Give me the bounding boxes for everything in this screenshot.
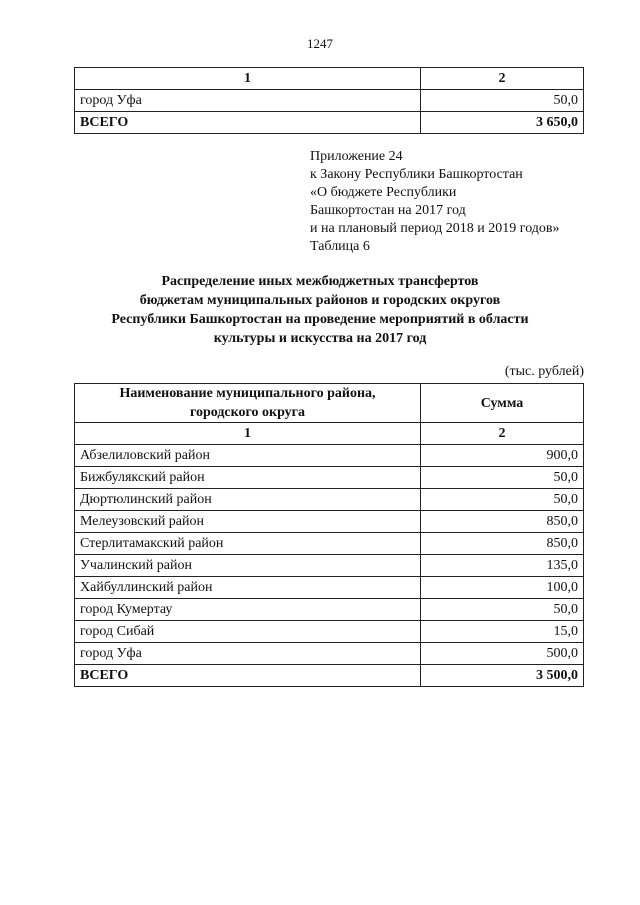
column-number-2: 2 [421,423,584,445]
column-number-row [75,68,584,90]
row-name: Мелеузовский район [75,511,421,533]
total-label: ВСЕГО [75,665,421,687]
row-sum: 50,0 [421,90,584,112]
table-row [75,643,584,665]
continued-table [74,67,584,134]
title-line: Республики Башкортостан на проведение мероприятий в области [111,312,529,327]
table-row [75,577,584,599]
row-sum: 850,0 [421,511,584,533]
header-name-line: городского округа [189,405,306,420]
table-row [75,555,584,577]
page-number: 1247 [307,36,333,51]
row-sum: 50,0 [421,467,584,489]
table-row [75,511,584,533]
appendix-line: к Закону Республики Башкортостан [310,167,523,182]
transfers-table [74,383,584,687]
title-line: бюджетам муниципальных районов и городских округов [139,293,501,308]
document-title [0,272,640,348]
appendix-header [310,148,560,256]
table-header-row [75,384,584,423]
row-name: Хайбуллинский район [75,577,421,599]
row-name: Дюртюлинский район [75,489,421,511]
column-number-1: 1 [75,68,421,90]
header-name [75,384,421,423]
appendix-line: и на плановый период 2018 и 2019 годов» [310,221,560,236]
row-name: Стерлитамакский район [75,533,421,555]
row-sum: 100,0 [421,577,584,599]
total-row [75,112,584,134]
header-sum: Сумма [421,384,584,423]
row-name: город Уфа [75,90,421,112]
appendix-line: «О бюджете Республики [310,185,457,200]
row-sum: 500,0 [421,643,584,665]
appendix-line: Приложение 24 [310,149,403,164]
total-sum: 3 650,0 [421,112,584,134]
table-row [75,467,584,489]
row-name: город Уфа [75,643,421,665]
row-sum: 900,0 [421,445,584,467]
table-row [75,90,584,112]
row-sum: 135,0 [421,555,584,577]
row-name: город Кумертау [75,599,421,621]
row-name: Бижбулякский район [75,467,421,489]
table-row [75,445,584,467]
row-name: город Сибай [75,621,421,643]
row-name: Учалинский район [75,555,421,577]
row-sum: 15,0 [421,621,584,643]
appendix-line: Башкортостан на 2017 год [310,203,466,218]
unit-label: (тыс. рублей) [504,364,584,379]
table-row [75,621,584,643]
title-line: Распределение иных межбюджетных трансфертов [161,274,479,289]
row-sum: 50,0 [421,489,584,511]
total-label: ВСЕГО [75,112,421,134]
row-sum: 850,0 [421,533,584,555]
title-line: культуры и искусства на 2017 год [213,331,427,346]
table-row [75,599,584,621]
column-number-2: 2 [421,68,584,90]
appendix-line: Таблица 6 [310,239,370,254]
column-number-1: 1 [75,423,421,445]
column-number-row [75,423,584,445]
row-name: Абзелиловский район [75,445,421,467]
table-row [75,489,584,511]
table-row [75,533,584,555]
total-sum: 3 500,0 [421,665,584,687]
row-sum: 50,0 [421,599,584,621]
header-name-line: Наименование муниципального района, [119,386,376,401]
total-row [75,665,584,687]
